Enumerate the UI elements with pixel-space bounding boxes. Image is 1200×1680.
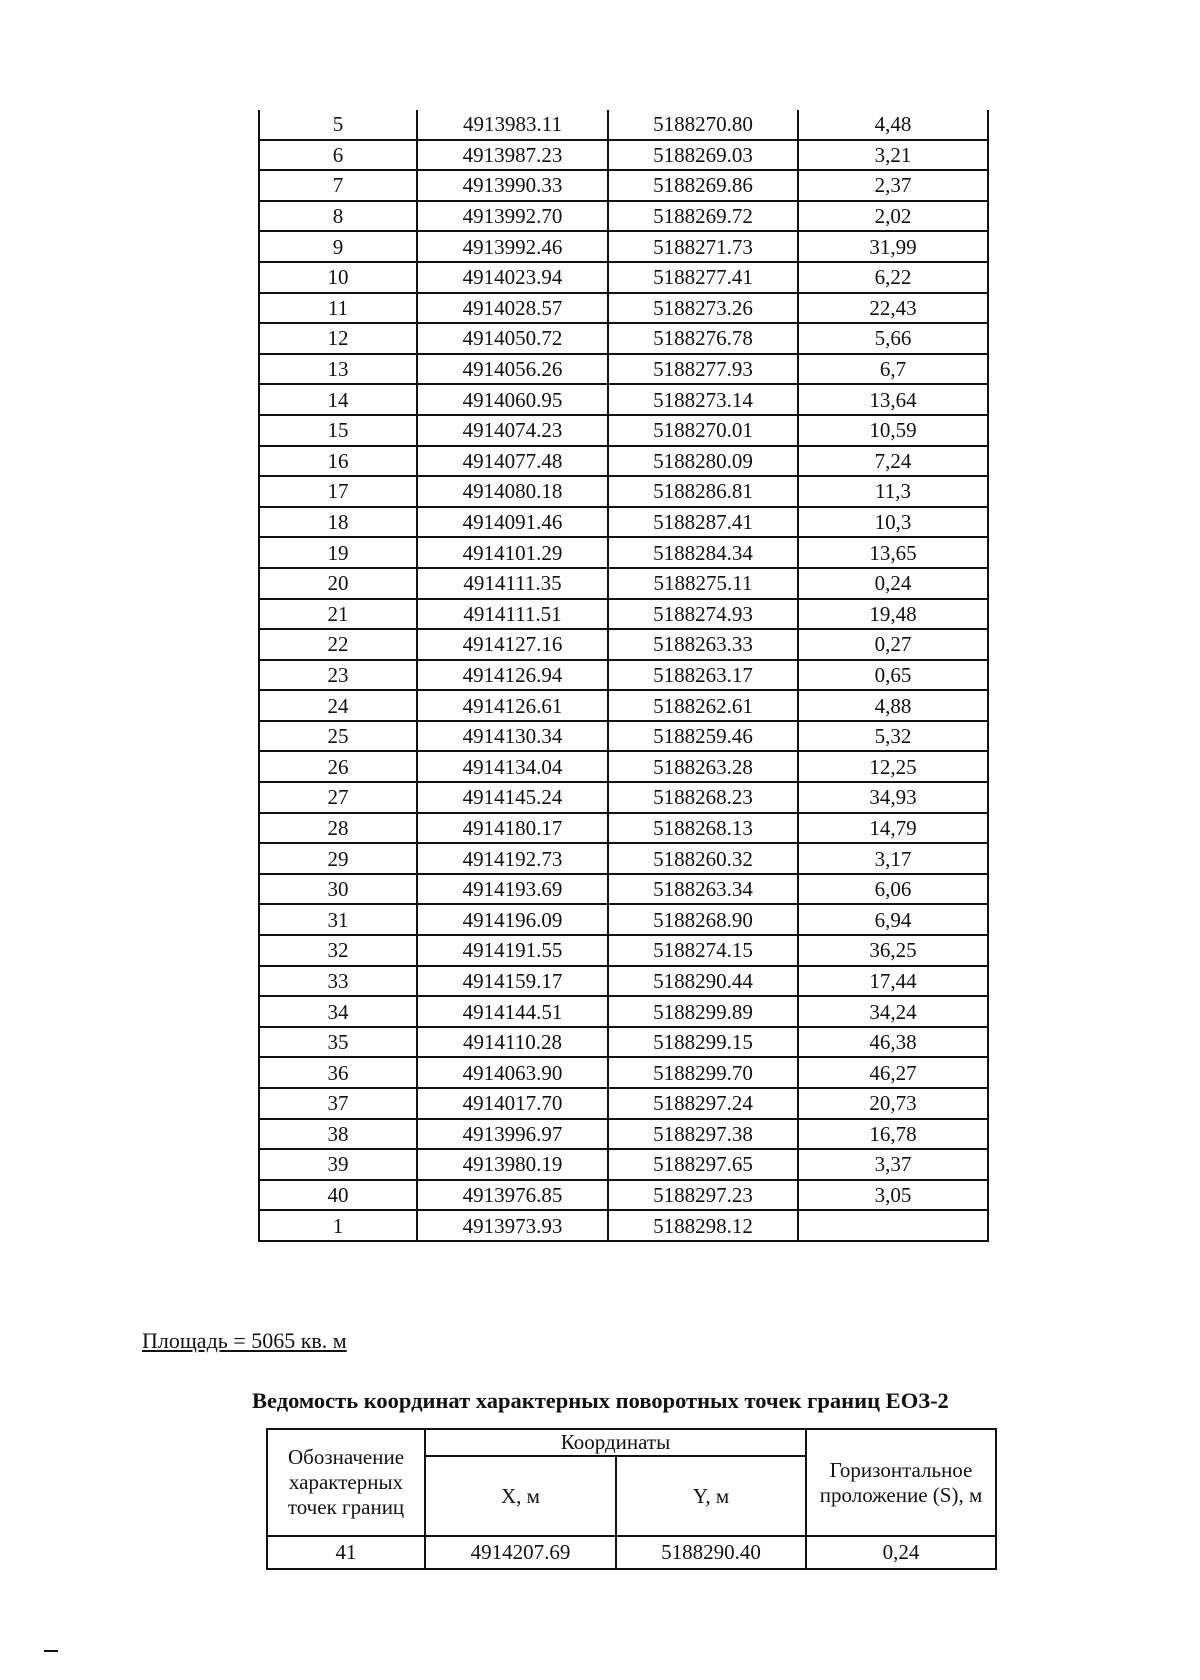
table-row: [259, 660, 988, 691]
table-row: [259, 293, 988, 324]
distance-cell: 34,93: [798, 782, 988, 813]
table-row: [259, 874, 988, 905]
y-coordinate-cell: 5188263.33: [608, 629, 798, 660]
table-row: [259, 1027, 988, 1058]
x-coordinate-cell: 4914126.61: [417, 690, 608, 721]
distance-cell: 2,02: [798, 201, 988, 232]
y-coordinate-cell: 5188268.13: [608, 813, 798, 844]
y-coordinate-cell: 5188297.23: [608, 1180, 798, 1211]
header-coordinates: Координаты: [425, 1429, 806, 1456]
y-coordinate-cell: 5188277.41: [608, 262, 798, 293]
point-number-cell: 19: [259, 537, 417, 568]
y-coordinate-cell: 5188286.81: [608, 476, 798, 507]
table-row: [259, 1119, 988, 1150]
x-coordinate-cell: 4913973.93: [417, 1210, 608, 1241]
point-number-cell: 38: [259, 1119, 417, 1150]
table-row: [259, 354, 988, 385]
y-coordinate-cell: 5188299.70: [608, 1057, 798, 1088]
x-coordinate-cell: 4914028.57: [417, 293, 608, 324]
y-coordinate-cell: 5188274.93: [608, 599, 798, 630]
y-coordinate-cell: 5188259.46: [608, 721, 798, 752]
point-number-cell: 1: [259, 1210, 417, 1241]
point-number-cell: 21: [259, 599, 417, 630]
distance-cell: 6,06: [798, 874, 988, 905]
x-coordinate-cell: 4914130.34: [417, 721, 608, 752]
x-coordinate-cell: 4914159.17: [417, 966, 608, 997]
distance-cell: 4,88: [798, 690, 988, 721]
x-coordinate-cell: 4913987.23: [417, 140, 608, 171]
x-coordinate-cell: 4913983.11: [417, 110, 608, 140]
point-number-cell: 10: [259, 262, 417, 293]
table-row: [259, 1180, 988, 1211]
table-row: [259, 813, 988, 844]
point-number-cell: 14: [259, 384, 417, 415]
x-coordinate-cell: 4914144.51: [417, 996, 608, 1027]
distance-cell: 17,44: [798, 966, 988, 997]
x-coordinate-cell: 4914111.35: [417, 568, 608, 599]
table-row: [259, 262, 988, 293]
page-marker: [44, 1650, 58, 1652]
table-row: [259, 476, 988, 507]
x-coordinate-cell: 4913996.97: [417, 1119, 608, 1150]
area-total: Площадь = 5065 кв. м: [142, 1328, 347, 1353]
point-number-cell: 12: [259, 323, 417, 354]
point-number-cell: 32: [259, 935, 417, 966]
table-row: [259, 323, 988, 354]
y-coordinate-cell: 5188269.72: [608, 201, 798, 232]
distance-cell: 6,94: [798, 904, 988, 935]
header-y: Y, м: [616, 1456, 806, 1536]
x-coordinate-cell: 4914145.24: [417, 782, 608, 813]
distance-cell: 36,25: [798, 935, 988, 966]
y-coordinate-cell: 5188269.03: [608, 140, 798, 171]
x-coordinate-cell: 4913992.46: [417, 231, 608, 262]
point-number-cell: 29: [259, 843, 417, 874]
distance-cell: 3,37: [798, 1149, 988, 1180]
y-coordinate-cell: 5188290.40: [616, 1536, 806, 1569]
x-coordinate-cell: 4913980.19: [417, 1149, 608, 1180]
x-coordinate-cell: 4914077.48: [417, 446, 608, 477]
y-coordinate-cell: 5188262.61: [608, 690, 798, 721]
y-coordinate-cell: 5188274.15: [608, 935, 798, 966]
point-number-cell: 7: [259, 170, 417, 201]
coordinates-table-body: [259, 110, 988, 1241]
x-coordinate-cell: 4914074.23: [417, 415, 608, 446]
y-coordinate-cell: 5188263.34: [608, 874, 798, 905]
x-coordinate-cell: 4914192.73: [417, 843, 608, 874]
eoz2-table-body: [267, 1536, 996, 1569]
table-row: [259, 599, 988, 630]
y-coordinate-cell: 5188290.44: [608, 966, 798, 997]
y-coordinate-cell: 5188273.14: [608, 384, 798, 415]
y-coordinate-cell: 5188270.80: [608, 110, 798, 140]
x-coordinate-cell: 4914180.17: [417, 813, 608, 844]
point-number-cell: 34: [259, 996, 417, 1027]
table-row: [259, 843, 988, 874]
point-number-cell: 30: [259, 874, 417, 905]
point-number-cell: 35: [259, 1027, 417, 1058]
x-coordinate-cell: 4914126.94: [417, 660, 608, 691]
y-coordinate-cell: 5188276.78: [608, 323, 798, 354]
x-coordinate-cell: 4914091.46: [417, 507, 608, 538]
x-coordinate-cell: 4914193.69: [417, 874, 608, 905]
y-coordinate-cell: 5188287.41: [608, 507, 798, 538]
table-row: [259, 415, 988, 446]
table-row: [259, 384, 988, 415]
y-coordinate-cell: 5188298.12: [608, 1210, 798, 1241]
point-number-cell: 5: [259, 110, 417, 140]
y-coordinate-cell: 5188260.32: [608, 843, 798, 874]
point-number-cell: 41: [267, 1536, 425, 1569]
x-coordinate-cell: 4914017.70: [417, 1088, 608, 1119]
table-row: [259, 751, 988, 782]
point-number-cell: 15: [259, 415, 417, 446]
y-coordinate-cell: 5188263.28: [608, 751, 798, 782]
distance-cell: 19,48: [798, 599, 988, 630]
distance-cell: 4,48: [798, 110, 988, 140]
point-number-cell: 16: [259, 446, 417, 477]
table-row: [259, 537, 988, 568]
table-row: [267, 1536, 996, 1569]
x-coordinate-cell: 4914056.26: [417, 354, 608, 385]
distance-cell: 0,65: [798, 660, 988, 691]
distance-cell: 31,99: [798, 231, 988, 262]
point-number-cell: 37: [259, 1088, 417, 1119]
x-coordinate-cell: 4914111.51: [417, 599, 608, 630]
point-number-cell: 11: [259, 293, 417, 324]
y-coordinate-cell: 5188297.65: [608, 1149, 798, 1180]
table-row: [259, 690, 988, 721]
table-row: [259, 446, 988, 477]
eoz2-coordinates-table: [266, 1428, 997, 1570]
x-coordinate-cell: 4914196.09: [417, 904, 608, 935]
point-number-cell: 9: [259, 231, 417, 262]
table-row: [259, 1088, 988, 1119]
x-coordinate-cell: 4914060.95: [417, 384, 608, 415]
point-number-cell: 18: [259, 507, 417, 538]
x-coordinate-cell: 4914023.94: [417, 262, 608, 293]
point-number-cell: 39: [259, 1149, 417, 1180]
table-row: [259, 904, 988, 935]
x-coordinate-cell: 4914127.16: [417, 629, 608, 660]
y-coordinate-cell: 5188268.23: [608, 782, 798, 813]
table-row: [259, 782, 988, 813]
table-row: [259, 996, 988, 1027]
point-number-cell: 31: [259, 904, 417, 935]
table-row: [259, 629, 988, 660]
point-number-cell: 6: [259, 140, 417, 171]
distance-cell: 13,64: [798, 384, 988, 415]
distance-cell: 5,32: [798, 721, 988, 752]
point-number-cell: 17: [259, 476, 417, 507]
distance-cell: 11,3: [798, 476, 988, 507]
x-coordinate-cell: 4913976.85: [417, 1180, 608, 1211]
point-number-cell: 8: [259, 201, 417, 232]
distance-cell: 6,7: [798, 354, 988, 385]
table-row: [259, 935, 988, 966]
distance-cell: 3,05: [798, 1180, 988, 1211]
y-coordinate-cell: 5188299.15: [608, 1027, 798, 1058]
table-row: [259, 721, 988, 752]
point-number-cell: 20: [259, 568, 417, 599]
y-coordinate-cell: 5188277.93: [608, 354, 798, 385]
table-row: [259, 1210, 988, 1241]
distance-cell: 20,73: [798, 1088, 988, 1119]
x-coordinate-cell: 4914063.90: [417, 1057, 608, 1088]
table-row: [259, 231, 988, 262]
point-number-cell: 28: [259, 813, 417, 844]
section-title: Ведомость координат характерных поворотных точек границ ЕОЗ-2: [252, 1388, 949, 1413]
distance-cell: 7,24: [798, 446, 988, 477]
distance-cell: 0,24: [798, 568, 988, 599]
distance-cell: 2,37: [798, 170, 988, 201]
coordinates-table: [258, 110, 989, 1242]
distance-cell: 5,66: [798, 323, 988, 354]
point-number-cell: 27: [259, 782, 417, 813]
distance-cell: 16,78: [798, 1119, 988, 1150]
distance-cell: 3,17: [798, 843, 988, 874]
header-point-designation: Обозначение характерных точек границ: [267, 1429, 425, 1536]
point-number-cell: 25: [259, 721, 417, 752]
y-coordinate-cell: 5188297.38: [608, 1119, 798, 1150]
table-row: [259, 568, 988, 599]
distance-cell: 13,65: [798, 537, 988, 568]
y-coordinate-cell: 5188269.86: [608, 170, 798, 201]
table-row: [259, 201, 988, 232]
x-coordinate-cell: 4914134.04: [417, 751, 608, 782]
distance-cell: 14,79: [798, 813, 988, 844]
y-coordinate-cell: 5188271.73: [608, 231, 798, 262]
y-coordinate-cell: 5188270.01: [608, 415, 798, 446]
x-coordinate-cell: 4914207.69: [425, 1536, 616, 1569]
distance-cell: 34,24: [798, 996, 988, 1027]
point-number-cell: 24: [259, 690, 417, 721]
distance-cell: 46,38: [798, 1027, 988, 1058]
distance-cell: 10,59: [798, 415, 988, 446]
point-number-cell: 36: [259, 1057, 417, 1088]
point-number-cell: 13: [259, 354, 417, 385]
table-row: [259, 507, 988, 538]
distance-cell: 3,21: [798, 140, 988, 171]
y-coordinate-cell: 5188280.09: [608, 446, 798, 477]
distance-cell: 22,43: [798, 293, 988, 324]
y-coordinate-cell: 5188297.24: [608, 1088, 798, 1119]
y-coordinate-cell: 5188273.26: [608, 293, 798, 324]
y-coordinate-cell: 5188268.90: [608, 904, 798, 935]
y-coordinate-cell: 5188299.89: [608, 996, 798, 1027]
x-coordinate-cell: 4914080.18: [417, 476, 608, 507]
point-number-cell: 23: [259, 660, 417, 691]
table-row: [259, 170, 988, 201]
table-row: [259, 1057, 988, 1088]
x-coordinate-cell: 4913992.70: [417, 201, 608, 232]
point-number-cell: 33: [259, 966, 417, 997]
distance-cell: 12,25: [798, 751, 988, 782]
x-coordinate-cell: 4914050.72: [417, 323, 608, 354]
x-coordinate-cell: 4913990.33: [417, 170, 608, 201]
x-coordinate-cell: 4914191.55: [417, 935, 608, 966]
distance-cell: 0,27: [798, 629, 988, 660]
y-coordinate-cell: 5188284.34: [608, 537, 798, 568]
table-row: [259, 1149, 988, 1180]
table-row: [259, 966, 988, 997]
header-horizontal-distance: Горизонтальное проложение (S), м: [806, 1429, 996, 1536]
distance-cell: 46,27: [798, 1057, 988, 1088]
header-x: X, м: [425, 1456, 616, 1536]
y-coordinate-cell: 5188263.17: [608, 660, 798, 691]
distance-cell: 6,22: [798, 262, 988, 293]
point-number-cell: 40: [259, 1180, 417, 1211]
distance-cell: 0,24: [806, 1536, 996, 1569]
y-coordinate-cell: 5188275.11: [608, 568, 798, 599]
distance-cell: 10,3: [798, 507, 988, 538]
point-number-cell: 26: [259, 751, 417, 782]
table-row: [259, 140, 988, 171]
point-number-cell: 22: [259, 629, 417, 660]
distance-cell: [798, 1210, 988, 1241]
x-coordinate-cell: 4914101.29: [417, 537, 608, 568]
x-coordinate-cell: 4914110.28: [417, 1027, 608, 1058]
table-row: [259, 110, 988, 140]
